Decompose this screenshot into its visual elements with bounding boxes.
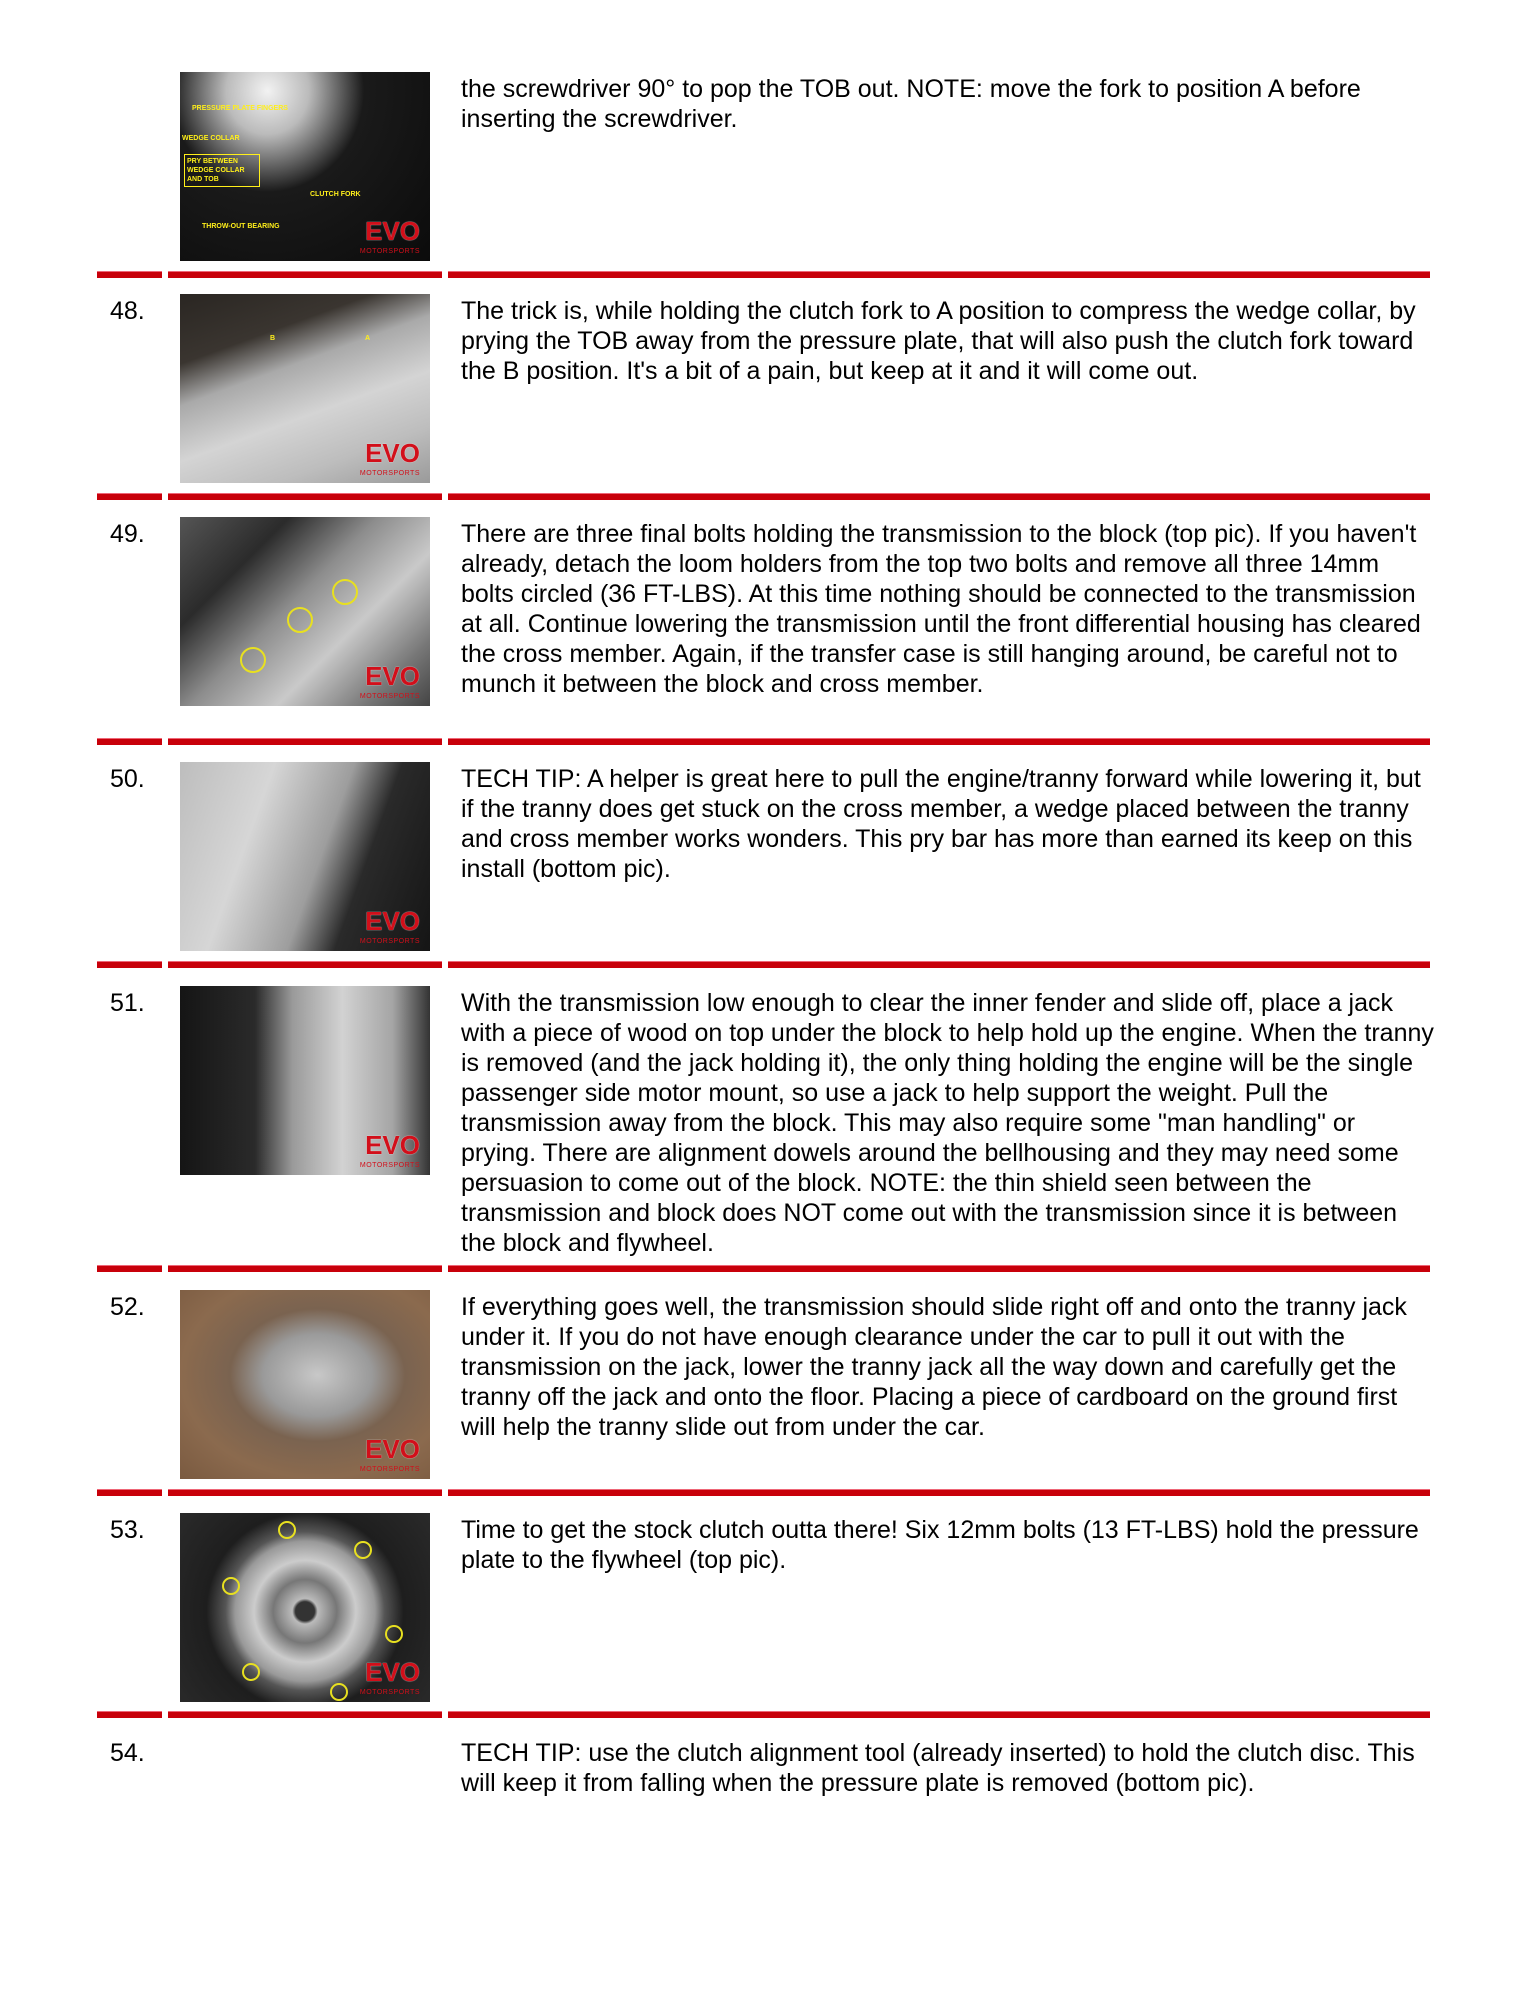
photo-label: PRESSURE PLATE FINGERS (192, 105, 288, 112)
bolt-circle (222, 1577, 240, 1595)
divider (97, 1265, 162, 1272)
evo-logo: EVO MOTORSPORTS (359, 438, 420, 477)
divider (97, 961, 162, 968)
step-number: 48. (110, 297, 145, 325)
divider (168, 493, 442, 500)
divider (168, 1489, 442, 1496)
divider (168, 738, 442, 745)
divider (448, 493, 1430, 500)
photo-label: PRY BETWEEN WEDGE COLLAR AND TOB (184, 154, 260, 187)
photo-clutch-fork (180, 294, 430, 483)
photo-label: B (270, 335, 276, 342)
photo-label: CLUTCH FORK (310, 191, 361, 198)
divider (168, 961, 442, 968)
bolt-circle (287, 607, 313, 633)
photo-tob-labels (180, 72, 430, 261)
evo-logo: EVO MOTORSPORTS (359, 216, 420, 255)
step-text: TECH TIP: use the clutch alignment tool (already inserted) to hold the clutch disc. This will keep it from falling when the pressure plate is removed (bottom pic). (461, 1739, 1415, 1797)
evo-logo: EVO MOTORSPORTS (359, 661, 420, 700)
divider (448, 271, 1430, 278)
divider (168, 271, 442, 278)
step-number: 49. (110, 520, 145, 548)
divider (97, 738, 162, 745)
divider (97, 493, 162, 500)
divider (97, 271, 162, 278)
step-text: If everything goes well, the transmission should slide right off and onto the tranny jack under it. If you do not have enough clearance under the car to pull it out with the transmission on the jack, lower the tranny jack all the way down and carefully get the tranny off the jack and onto the floor. Placing a piece of cardboard on the ground first will help the tranny slide out from under the car. (461, 1293, 1407, 1441)
divider (448, 1265, 1430, 1272)
step-text: TECH TIP: A helper is great here to pull the engine/tranny forward while lowering it, but if the tranny does get stuck on the cross member, a wedge placed between the tranny and cross member works wonders. This pry bar has more than earned its keep on this install (bottom pic). (461, 765, 1421, 883)
photo-transmission-removed (180, 1290, 430, 1479)
divider (97, 1711, 162, 1718)
photo-pry-bar (180, 762, 430, 951)
step-text: With the transmission low enough to clear the inner fender and slide off, place a jack with a piece of wood on top under the block to help hold up the engine. When the tranny is removed (and the jack holding it), the only thing holding the engine will be the single passenger side motor mount, so use a jack to help support the weight. Pull the transmission away from the block. This may also require some "man handling" or prying. There are alignment dowels around the bellhousing and they may need some persuasion to come out of the block. NOTE: the thin shield seen between the transmission and block does NOT come out with the transmission since it is between the block and flywheel. (461, 989, 1434, 1257)
step-text: The trick is, while holding the clutch fork to A position to compress the wedge collar, by prying the TOB away from the pressure plate, that will also push the clutch fork toward the B position. It's a bit of a pain, but keep at it and it will come out. (461, 297, 1416, 385)
photo-transmission-lowered (180, 986, 430, 1175)
divider (448, 1489, 1430, 1496)
step-number: 50. (110, 765, 145, 793)
photo-label: THROW-OUT BEARING (202, 223, 280, 230)
step-number: 54. (110, 1739, 145, 1767)
bolt-circle (354, 1541, 372, 1559)
bolt-circle (278, 1521, 296, 1539)
divider (448, 738, 1430, 745)
step-text: There are three final bolts holding the transmission to the block (top pic). If you haven't already, detach the loom holders from the top two bolts and remove all three 14mm bolts circled (36 FT-LBS). At this time nothing should be connected to the transmission at all. Continue lowering the transmission until the front differential housing has cleared the cross member. Again, if the transfer case is still hanging around, be careful not to munch it between the block and cross member. (461, 520, 1421, 698)
bolt-circle (332, 579, 358, 605)
bolt-circle (240, 647, 266, 673)
photo-pressure-plate (180, 1513, 430, 1702)
divider (168, 1711, 442, 1718)
bolt-circle (242, 1663, 260, 1681)
evo-logo: EVO MOTORSPORTS (359, 1657, 420, 1696)
divider (168, 1265, 442, 1272)
photo-label: A (365, 335, 371, 342)
step-text: the screwdriver 90° to pop the TOB out. NOTE: move the fork to position A before inserting the screwdriver. (461, 75, 1361, 133)
evo-logo: EVO MOTORSPORTS (359, 1130, 420, 1169)
divider (448, 961, 1430, 968)
evo-logo: EVO MOTORSPORTS (359, 1434, 420, 1473)
step-number: 51. (110, 989, 145, 1017)
photo-transmission-bolts (180, 517, 430, 706)
step-text: Time to get the stock clutch outta there! Six 12mm bolts (13 FT-LBS) hold the pressure plate to the flywheel (top pic). (461, 1516, 1419, 1574)
step-number: 52. (110, 1293, 145, 1321)
step-number: 53. (110, 1516, 145, 1544)
bolt-circle (385, 1625, 403, 1643)
evo-logo: EVO MOTORSPORTS (359, 906, 420, 945)
photo-label: WEDGE COLLAR (182, 135, 240, 142)
divider (97, 1489, 162, 1496)
divider (448, 1711, 1430, 1718)
bolt-circle (330, 1683, 348, 1701)
